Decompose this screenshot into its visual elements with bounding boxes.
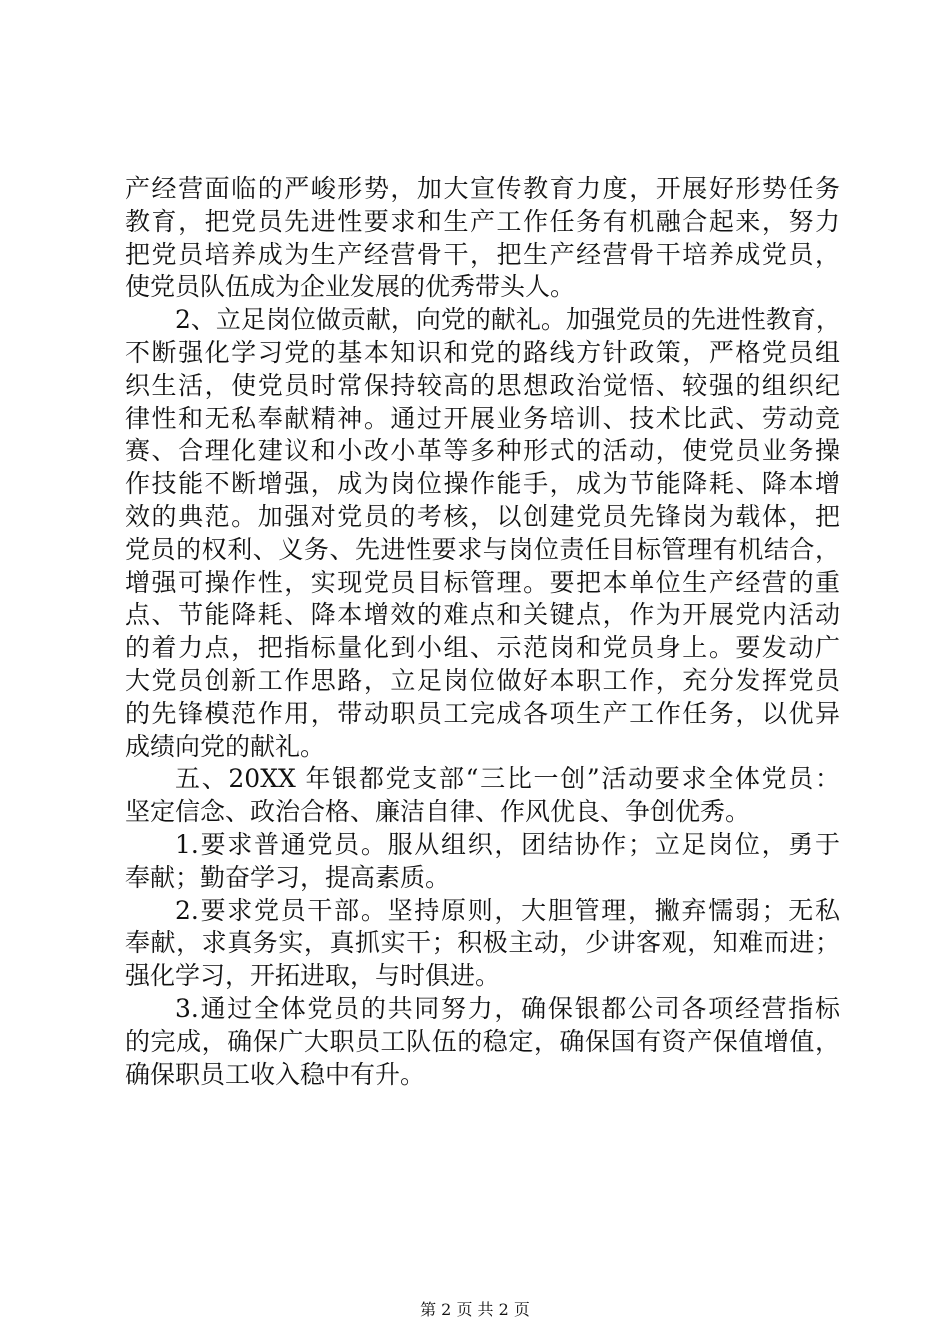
body-line: 的着力点，把指标量化到小组、示范岗和党员身上。要发动广: [125, 633, 840, 663]
body-line: 教育，把党员先进性要求和生产工作任务有机融合起来，努力: [125, 206, 840, 236]
body-line: 3.通过全体党员的共同努力，确保银都公司各项经营指标: [175, 993, 840, 1023]
body-line: 坚定信念、政治合格、廉洁自律、作风优良、争创优秀。: [125, 797, 751, 827]
body-line: 2.要求党员干部。坚持原则，大胆管理，撇弃懦弱；无私: [175, 895, 840, 925]
body-line: 2、立足岗位做贡献，向党的献礼。加强党员的先进性教育，: [175, 305, 841, 335]
body-line: 1.要求普通党员。服从组织，团结协作；立足岗位，勇于: [175, 829, 840, 859]
body-line: 点、节能降耗、降本增效的难点和关键点，作为开展党内活动: [125, 600, 840, 630]
body-line: 奉献，求真务实，真抓实干；积极主动，少讲客观，知难而进；: [125, 928, 840, 958]
body-line: 使党员队伍成为企业发展的优秀带头人。: [125, 272, 576, 302]
body-line: 效的典范。加强对党员的考核，以创建党员先锋岗为载体，把: [125, 501, 840, 531]
body-line: 党员的权利、义务、先进性要求与岗位责任目标管理有机结合，: [125, 534, 840, 564]
body-line: 强化学习，开拓进取，与时俱进。: [125, 961, 501, 991]
body-line: 赛、合理化建议和小改小革等多种形式的活动，使党员业务操: [125, 436, 840, 466]
body-line: 大党员创新工作思路，立足岗位做好本职工作，充分发挥党员: [125, 665, 840, 695]
body-line: 不断强化学习党的基本知识和党的路线方针政策，严格党员组: [125, 337, 840, 367]
body-line: 五、20XX 年银都党支部“三比一创”活动要求全体党员：: [175, 764, 840, 794]
body-line: 的完成，确保广大职员工队伍的稳定，确保国有资产保值增值，: [125, 1026, 840, 1056]
body-line: 增强可操作性，实现党员目标管理。要把本单位生产经营的重: [125, 567, 840, 597]
body-line: 作技能不断增强，成为岗位操作能手，成为节能降耗、降本增: [125, 469, 840, 499]
page-number-footer: 第 2 页 共 2 页: [420, 1300, 530, 1319]
body-line: 律性和无私奉献精神。通过开展业务培训、技术比武、劳动竞: [125, 403, 840, 433]
body-line: 织生活，使党员时常保持较高的思想政治觉悟、较强的组织纪: [125, 370, 840, 400]
body-line: 把党员培养成为生产经营骨干，把生产经营骨干培养成党员，: [125, 239, 840, 269]
body-line: 产经营面临的严峻形势，加大宣传教育力度，开展好形势任务: [125, 174, 840, 203]
body-line: 成绩向党的献礼。: [125, 731, 326, 761]
body-line: 的先锋模范作用，带动职员工完成各项生产工作任务，以优异: [125, 698, 840, 728]
body-line: 奉献；勤奋学习，提高素质。: [125, 862, 451, 892]
body-line: 确保职员工收入稳中有升。: [125, 1059, 426, 1089]
document-body: [125, 173, 840, 1091]
